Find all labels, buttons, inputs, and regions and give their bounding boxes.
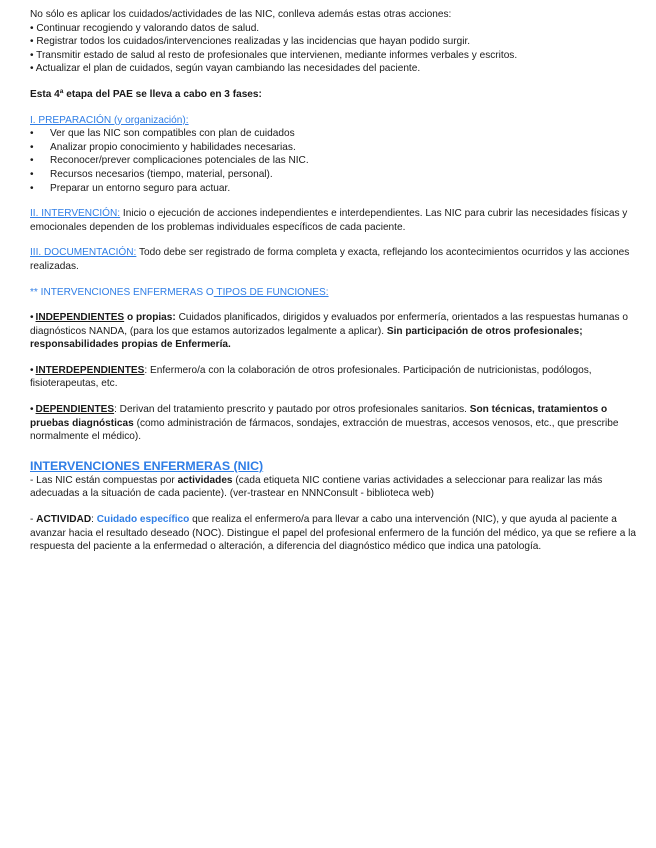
bullet-icon: •	[30, 312, 34, 324]
preparacion-list	[30, 127, 646, 195]
independientes-term: INDEPENDIENTES	[35, 312, 125, 324]
intro-text: No sólo es aplicar los cuidados/actividades de las NIC, conlleva además estas otras acciones:	[30, 9, 452, 20]
independientes-text: Cuidados planificados, dirigidos y evaluados por enfermería, orientados a las respuestas humanas o diagnósticos NANDA, (para los que estamos autorizados legalmente a aplicar).	[30, 312, 629, 337]
intervencion-heading[interactable]: II. INTERVENCIÓN:	[30, 208, 121, 220]
independientes-paragraph	[30, 311, 646, 352]
dependientes-text-after: (como administración de fármacos, sondajes, extracción de muestras, accesos venosos, etc., que prescribe normalmente el médico).	[30, 417, 619, 443]
preparacion-section	[30, 114, 646, 196]
list-item: • Reconocer/prever complicaciones potenciales de las NIC.	[30, 154, 646, 168]
bullet-icon: •	[30, 404, 34, 416]
nic-actividades: actividades	[177, 474, 233, 486]
actividad-colon: :	[91, 514, 97, 526]
nic-heading: INTERVENCIONES ENFERMERAS (NIC)	[30, 458, 264, 473]
intro-item: • Registrar todos los cuidados/intervenciones realizadas y las incidencias que hayan podido surgir.	[30, 36, 471, 48]
intro-item: • Actualizar el plan de cuidados, según vayan cambiando las necesidades del paciente.	[30, 63, 421, 75]
actividad-term: ACTIVIDAD	[36, 514, 92, 526]
actividad-text: que realiza el enfermero/a para llevar a cabo una intervención (NIC), y que ayuda al paciente a avanzar hacia el resultado deseado (NOC). Distingue el papel del profesional enfermero de la función del médico, ya que se refiere a la respuesta del paciente a la enfermedad o alteración, a diferencia del diagnóstico médico que indica una patología.	[30, 514, 636, 553]
documentacion-text: Todo debe ser registrado de forma completa y exacta, reflejando los acontecimientos ocurridos y las acciones realizadas.	[30, 247, 630, 272]
interdependientes-text: : Enfermero/a con la colaboración de otros profesionales. Participación de nutricionistas, podólogos, fisioterapeutas, etc.	[30, 364, 592, 390]
intro-item: • Continuar recogiendo y valorando datos de salud.	[30, 22, 260, 34]
tipos-heading	[30, 286, 646, 300]
dependientes-paragraph	[30, 403, 646, 444]
interdependientes-paragraph	[30, 364, 646, 391]
independientes-bold: Sin participación de otros profesionales; responsabilidades propias de Enfermería.	[30, 325, 583, 351]
list-item: • Recursos necesarios (tiempo, material, personal).	[30, 168, 646, 182]
documentacion-heading[interactable]: III. DOCUMENTACIÓN:	[30, 247, 137, 259]
bullet-icon: •	[30, 364, 34, 376]
list-item: • Ver que las NIC son compatibles con plan de cuidados	[30, 127, 646, 141]
nic-text-pre: - Las NIC están compuestas por	[30, 474, 178, 486]
dependientes-bold: Son técnicas, tratamientos o pruebas diagnósticas	[30, 404, 608, 429]
intro-section	[30, 8, 646, 76]
interdependientes-term: INTERDEPENDIENTES	[35, 364, 145, 376]
tipos-prefix: ** INTERVENCIONES ENFERMERAS O	[30, 286, 214, 298]
nic-text-post: (cada etiqueta NIC contiene varias actividades a seleccionar para realizar las más adecuadas a la situación de cada paciente). (ver-trastear en NNNConsult - biblioteca web)	[30, 474, 603, 500]
actividad-paragraph	[30, 513, 646, 554]
list-item: • Analizar propio conocimiento y habilidades necesarias.	[30, 141, 646, 155]
phases-title: Esta 4ª etapa del PAE se lleva a cabo en 3 fases:	[30, 88, 262, 100]
independientes-term-suffix: o propias:	[124, 312, 176, 324]
list-item: • Preparar un entorno seguro para actuar.	[30, 182, 646, 196]
nic-paragraph	[30, 474, 646, 501]
documentacion-paragraph	[30, 246, 646, 273]
preparacion-heading[interactable]: I. PREPARACIÓN (y organización):	[30, 114, 189, 126]
actividad-highlight: Cuidado específico	[96, 514, 190, 526]
tipos-link[interactable]: TIPOS DE FUNCIONES:	[213, 286, 329, 298]
intervencion-paragraph	[30, 207, 646, 234]
dependientes-term: DEPENDIENTES	[35, 404, 115, 416]
actividad-dash: -	[30, 514, 37, 526]
intro-item: • Transmitir estado de salud al resto de profesionales que intervienen, mediante informes verbales y escritos.	[30, 49, 518, 61]
intervencion-text: Inicio o ejecución de acciones independientes e interdependientes. Las NIC para cubrir las necesidades físicas y emocionales dependen de los problemas individuales específicos de cada paciente.	[30, 208, 628, 233]
dependientes-text: : Derivan del tratamiento prescrito y pautado por otros profesionales sanitarios.	[114, 404, 467, 416]
